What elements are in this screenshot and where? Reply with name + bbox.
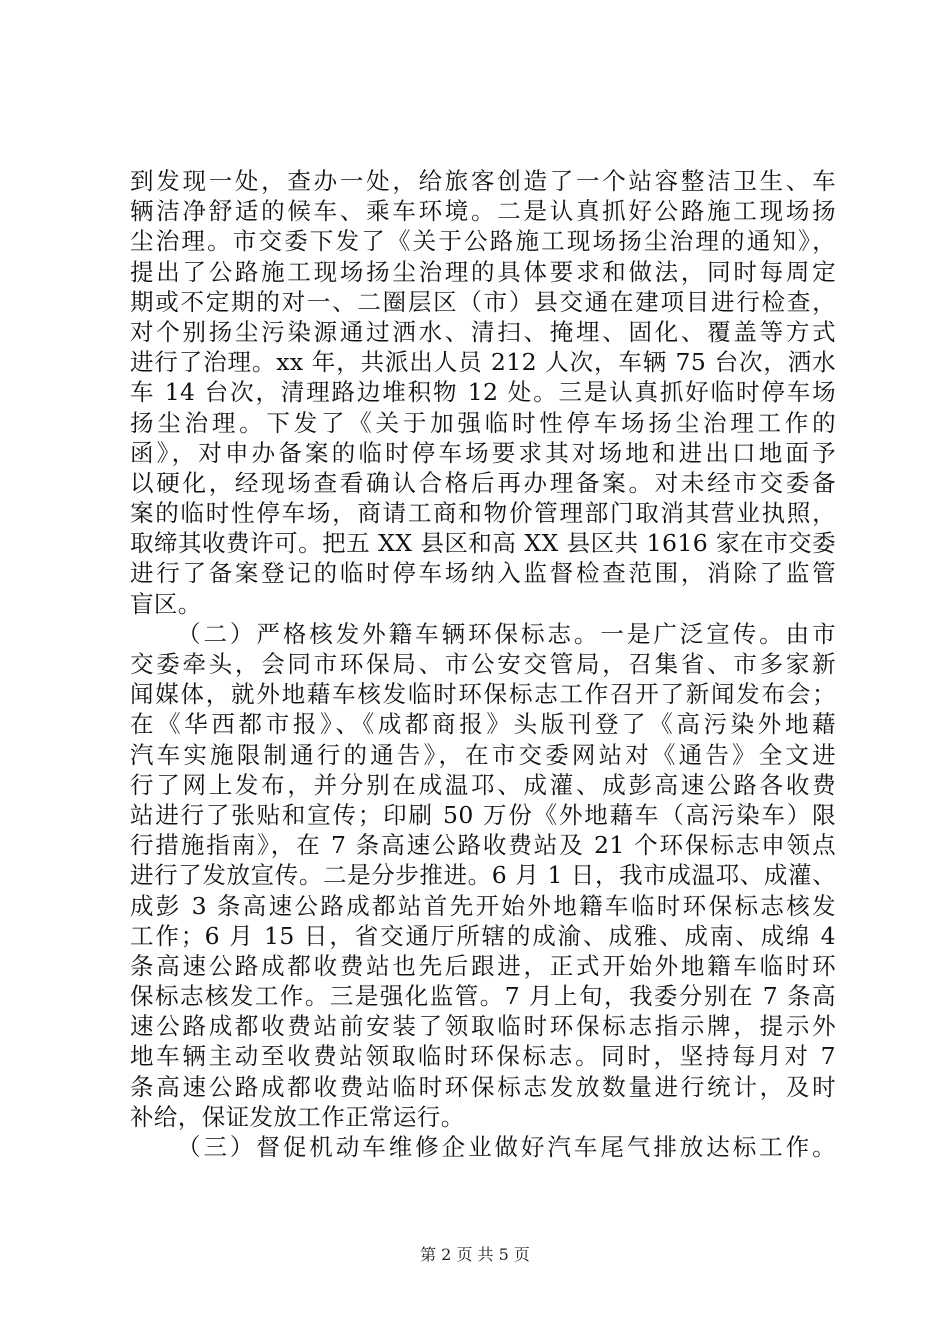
text-line: 辆洁净舒适的候车、乘车环境。二是认真抓好公路施工现场扬 xyxy=(130,197,836,226)
text-line: 函》，对申办备案的临时停车场要求其对场地和进出口地面予 xyxy=(130,438,836,467)
text-line: 进行了备案登记的临时停车场纳入监督检查范围，消除了监管 xyxy=(130,559,836,588)
text-line: 条高速公路成都收费站也先后跟进，正式开始外地籍车临时环 xyxy=(130,951,836,980)
text-line: 地车辆主动至收费站领取临时环保标志。同时，坚持每月对 7 xyxy=(130,1042,836,1071)
text-line: 对个别扬尘污染源通过洒水、清扫、掩埋、固化、覆盖等方式 xyxy=(130,317,836,346)
text-line: 站进行了张贴和宣传；印刷 50 万份《外地藉车（高污染车）限 xyxy=(130,800,836,829)
text-line: 车 14 台次，清理路边堆积物 12 处。三是认真抓好临时停车场 xyxy=(130,378,836,407)
text-line: 补给，保证发放工作正常运行。 xyxy=(130,1102,465,1131)
text-line: 在《华西都市报》、《成都商报》头版刊登了《高污染外地藉 xyxy=(130,710,836,739)
text-line: 速公路成都收费站前安装了领取临时环保标志指示牌，提示外 xyxy=(130,1012,836,1041)
text-line: 到发现一处，查办一处，给旅客创造了一个站容整洁卫生、车 xyxy=(130,167,836,195)
page-footer: 第 2 页 共 5 页 xyxy=(420,1245,530,1264)
text-line: 条高速公路成都收费站临时环保标志发放数量进行统计，及时 xyxy=(130,1072,836,1101)
text-line: 工作；6 月 15 日，省交通厅所辖的成渝、成雅、成南、成绵 4 xyxy=(130,921,836,950)
text-line: 扬尘治理。下发了《关于加强临时性停车场扬尘治理工作的 xyxy=(130,408,836,437)
document-body xyxy=(130,166,836,1162)
text-line: 交委牵头，会同市环保局、市公安交管局，召集省、市多家新 xyxy=(130,650,836,678)
text-line: 尘治理。市交委下发了《关于公路施工现场扬尘治理的通知》， xyxy=(130,227,836,256)
section-heading-line: （二）严格核发外籍车辆环保标志。一是广泛宣传。由市 xyxy=(177,619,836,648)
text-line: 成彭 3 条高速公路成都站首先开始外地籍车临时环保标志核发 xyxy=(130,891,836,920)
text-line: 盲区。 xyxy=(130,589,202,618)
text-line: 期或不定期的对一、二圈层区（市）县交通在建项目进行检查， xyxy=(130,287,836,316)
text-line: 以硬化，经现场查看确认合格后再办理备案。对未经市交委备 xyxy=(130,468,836,497)
text-line: 保标志核发工作。三是强化监管。7 月上旬，我委分别在 7 条高 xyxy=(130,982,836,1011)
text-line: 行了网上发布，并分别在成温邛、成灌、成彭高速公路各收费 xyxy=(130,770,836,799)
text-line: 闻媒体，就外地藉车核发临时环保标志工作召开了新闻发布会； xyxy=(130,680,836,709)
text-line: 进行了治理。xx 年，共派出人员 212 人次，车辆 75 台次，洒水 xyxy=(130,348,836,377)
text-line: 取缔其收费许可。把五 XX 县区和高 XX 县区共 1616 家在市交委 xyxy=(130,529,836,558)
text-line: 行措施指南》，在 7 条高速公路收费站及 21 个环保标志申领点 xyxy=(130,831,836,860)
text-line: 汽车实施限制通行的通告》，在市交委网站对《通告》全文进 xyxy=(130,740,836,769)
text-line: 提出了公路施工现场扬尘治理的具体要求和做法，同时每周定 xyxy=(130,257,836,286)
text-line: 进行了发放宣传。二是分步推进。6 月 1 日，我市成温邛、成灌、 xyxy=(130,861,836,890)
section-heading-line: （三）督促机动车维修企业做好汽车尾气排放达标工作。 xyxy=(177,1133,836,1161)
text-line: 案的临时性停车场，商请工商和物价管理部门取消其营业执照， xyxy=(130,499,836,528)
